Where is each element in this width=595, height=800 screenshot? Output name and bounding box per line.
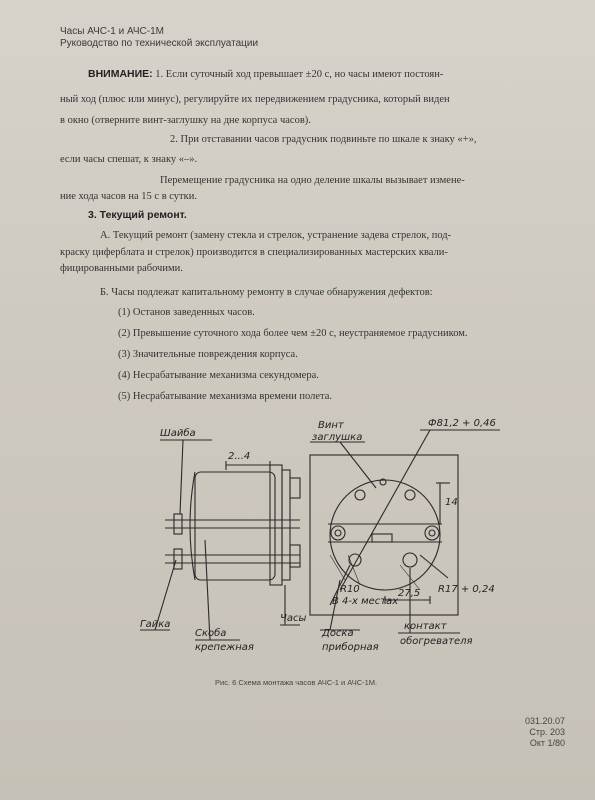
bracket-label-1: Скоба: [195, 628, 227, 639]
defect-item: (3) Значительные повреждения корпуса.: [118, 349, 298, 360]
clamp-bottom: [290, 545, 300, 567]
diameter-line: [340, 430, 430, 590]
clock-rear-curve: [190, 472, 195, 580]
radius-r10-places-label: В 4-х местах: [332, 596, 399, 607]
warning-text-2: ный ход (плюс или минус), регулируйте их передвижением градусника, который виден: [60, 94, 450, 105]
revision-date: Окт 1/80: [529, 738, 565, 748]
nut-label: Гайка: [140, 619, 171, 630]
para-b-line-1: Б. Часы подлежат капитальному ремонту в случае обнаружения дефектов:: [100, 287, 433, 298]
dim-14-label: 14: [445, 497, 458, 508]
dim-2-4-label: 2...4: [228, 451, 251, 462]
document-code: 031.20.07: [524, 716, 565, 726]
defect-item: (1) Останов заведенных часов.: [118, 307, 255, 318]
warning-text-1: 1. Если суточный ход превышает ±20 с, но часы имеют постоян-: [155, 69, 444, 80]
para-a-line-1: А. Текущий ремонт (замену стекла и стрелок, устранение задева стрелок, под-: [100, 230, 452, 241]
warning-text-3: в окно (отверните винт-заглушку на дне корпуса часов).: [60, 115, 311, 126]
para2-line-1: 2. При отставании часов градусник подвиньте по шкале к знаку «+»,: [170, 134, 477, 145]
defect-item: (5) Несрабатывание механизма времени полета.: [118, 391, 333, 402]
nut-upper: [174, 514, 182, 534]
contact-label-1: контакт: [404, 621, 447, 632]
radius-r17-label: R17 + 0,24: [438, 584, 495, 595]
para2-line-2: если часы спешат, к знаку «–».: [60, 154, 198, 165]
para3-line-1: Перемещение градусника на одно деление шкалы вызывает измене-: [160, 175, 465, 186]
washer-leader: [180, 440, 183, 514]
para-a-line-2: краску циферблата и стрелок) производится в специализированных мастерских квали-: [60, 247, 448, 258]
warning-label: ВНИМАНИЕ:: [88, 68, 153, 80]
washer-label: Шайба: [160, 428, 196, 439]
header-subtitle: Руководство по технической эксплуатации: [60, 38, 259, 49]
figure-caption: Рис. 6 Схема монтажа часов АЧС-1 и АЧС-1М.: [215, 678, 378, 687]
defect-item: (4) Несрабатывание механизма секундомера.: [118, 370, 319, 381]
clock-body-side: [195, 472, 275, 580]
dim-27-5-label: 27,5: [398, 588, 421, 599]
plug-label: заглушка: [312, 432, 363, 443]
para-a-line-3: фицированными рабочими.: [60, 263, 183, 274]
board-cutout: [330, 480, 440, 590]
para3-line-2: ние хода часов на 15 с в сутки.: [60, 191, 197, 202]
page-number: Стр. 203: [529, 727, 565, 737]
page-footer: [525, 716, 565, 749]
clamp-top: [290, 478, 300, 498]
header-title: Часы АЧС-1 и АЧС-1М: [60, 26, 164, 37]
contact-label-2: обогревателя: [400, 636, 473, 647]
diameter-label: Ф81,2 + 0,46: [428, 418, 496, 429]
front-bezel: [270, 465, 282, 585]
clock-label: Часы: [280, 613, 307, 624]
board-label-2: приборная: [322, 642, 379, 653]
nut-lower: [174, 549, 182, 569]
defect-item: (2) Превышение суточного хода более чем ±20 с, неустраняемое градусником.: [118, 328, 468, 339]
radius-r10-label: R10: [340, 584, 360, 595]
bracket-label-2: крепежная: [195, 642, 254, 653]
section-heading: 3. Текущий ремонт.: [88, 209, 187, 221]
board-label-1: Доска: [322, 628, 354, 639]
screw-label: Винт: [318, 420, 344, 431]
